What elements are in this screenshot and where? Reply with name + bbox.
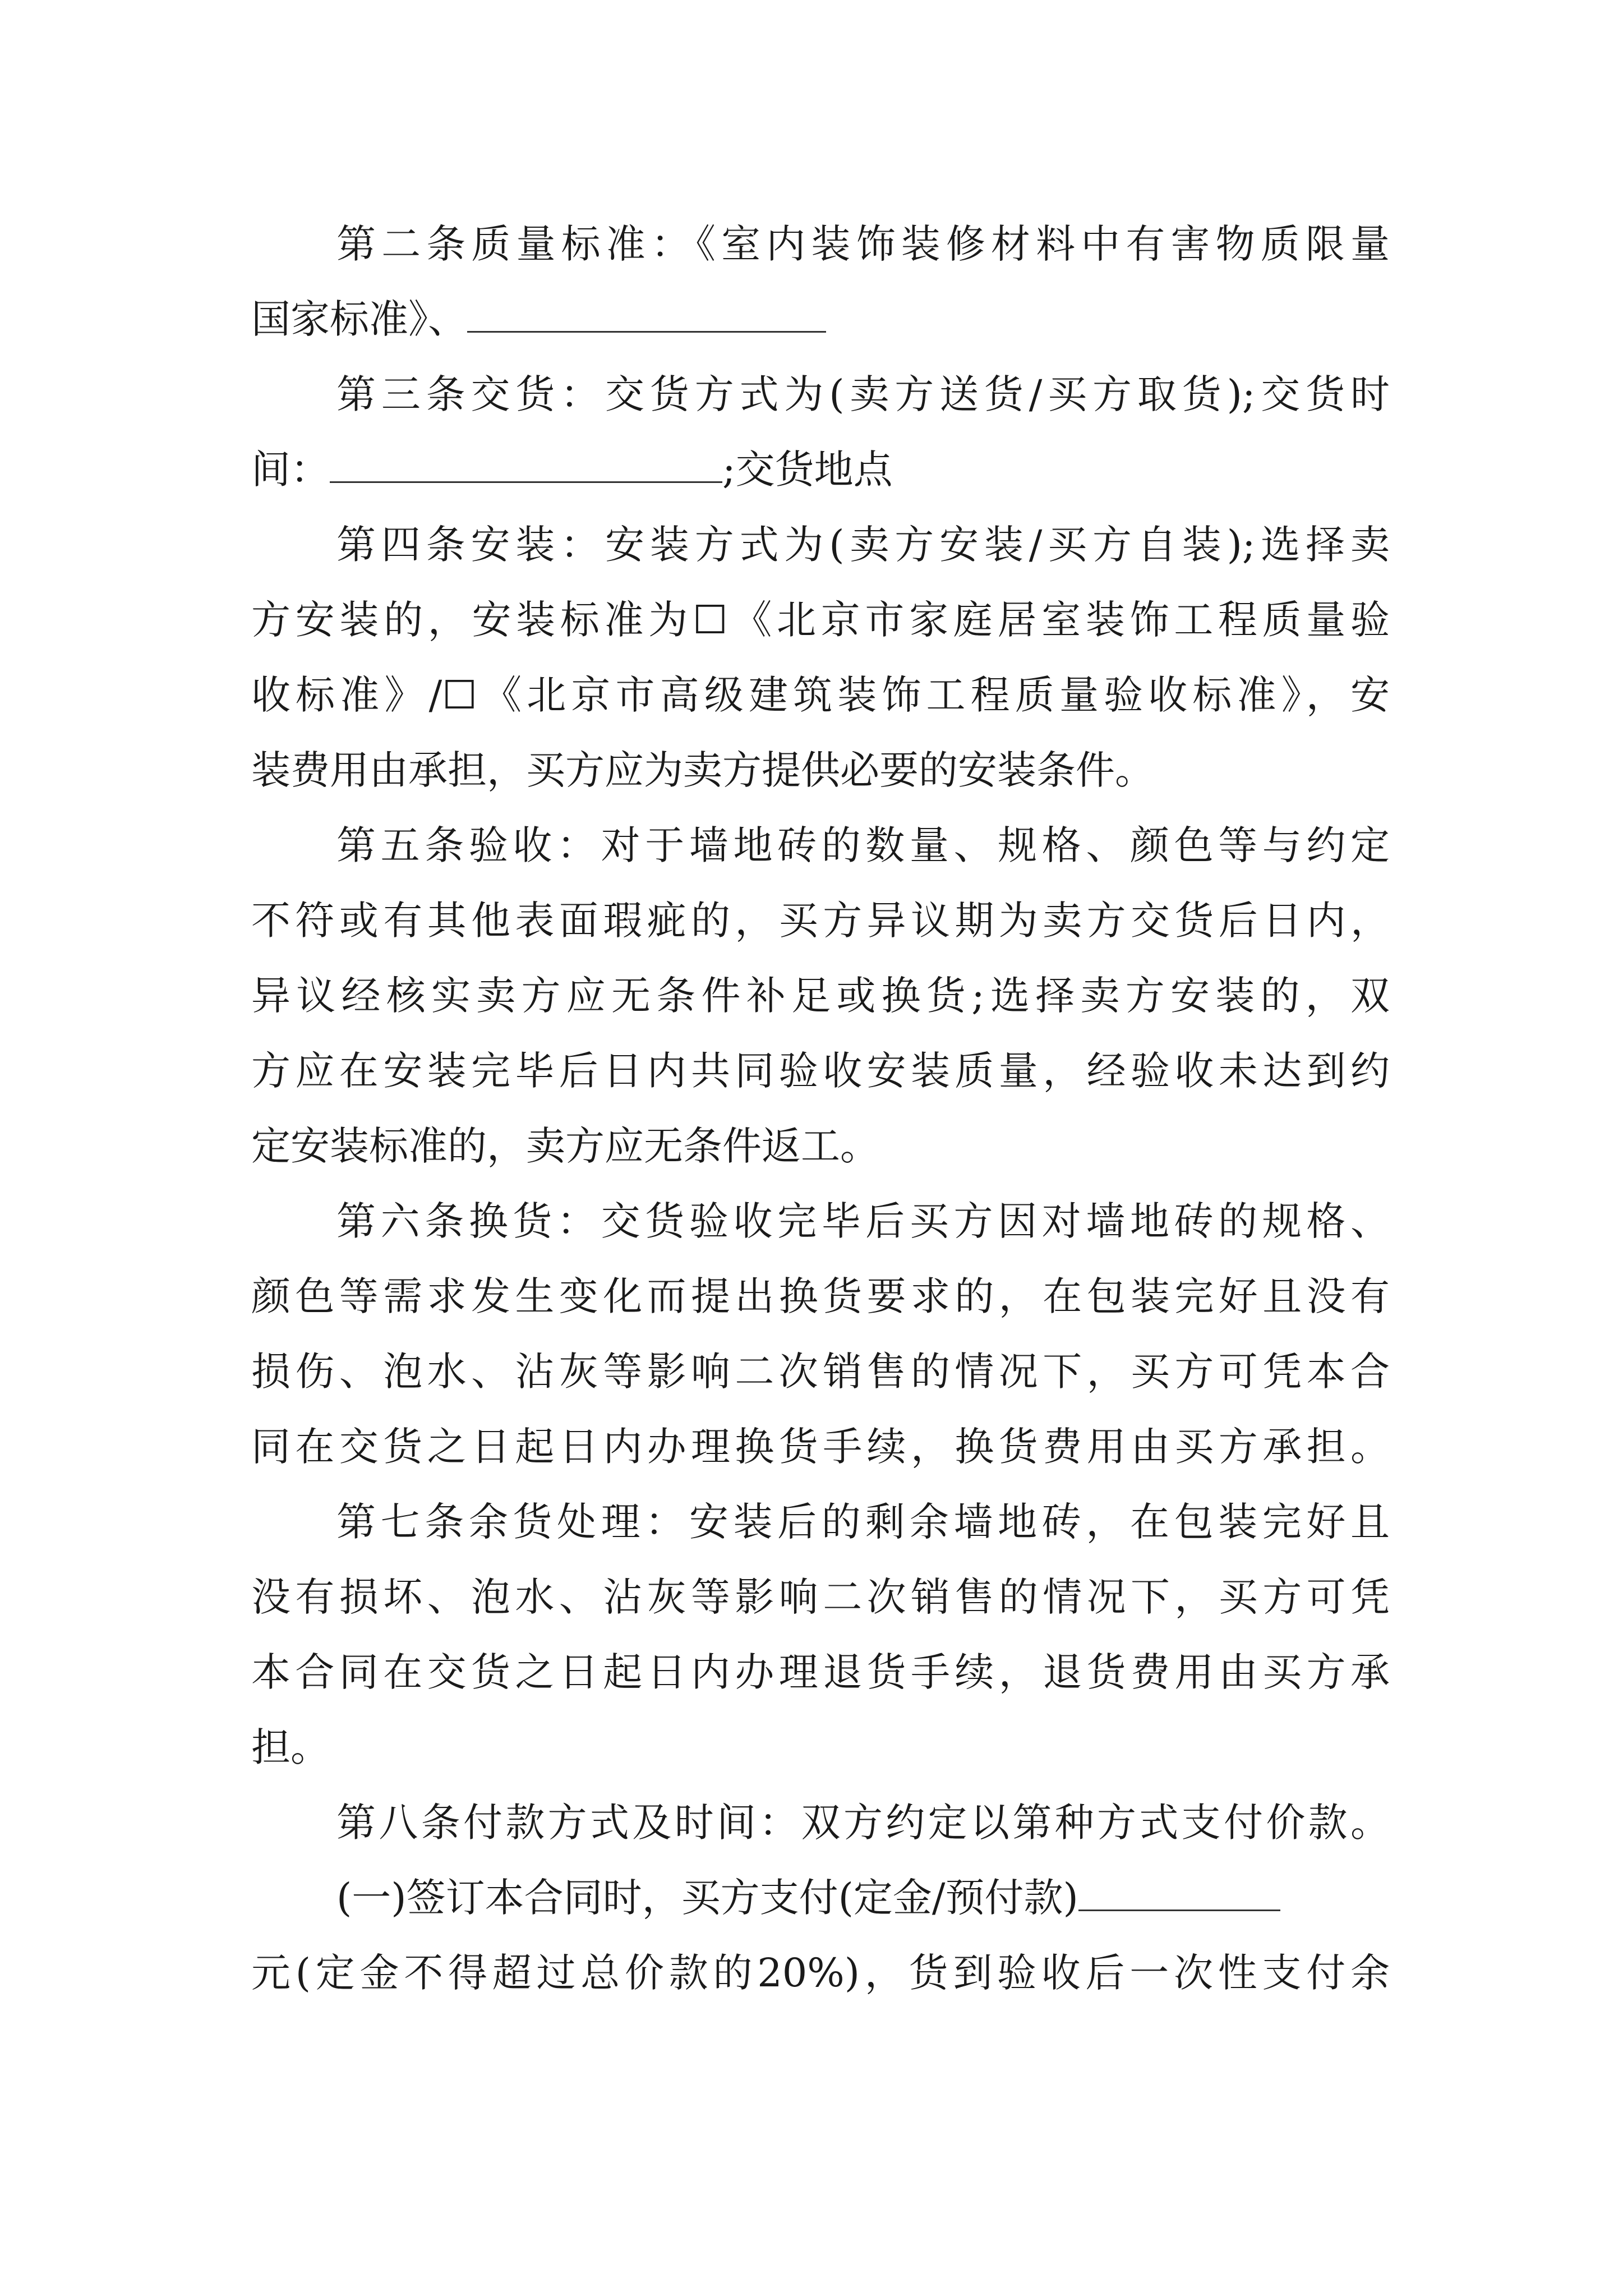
article-7-line-1: 第七条余货处理：安装后的剩余墙地砖，在包装完好且 xyxy=(336,1499,1390,1545)
article-5-line-2: 不符或有其他表面瑕疵的，买方异议期为卖方交货后日内， xyxy=(251,898,1390,944)
article-3-text-a: 间： xyxy=(251,447,330,493)
article-6-line-3: 损伤、泡水、沾灰等影响二次销售的情况下，买方可凭本合 xyxy=(251,1349,1390,1395)
article-4-line-4: 装费用由承担，买方应为卖方提供必要的安装条件。 xyxy=(251,747,1154,793)
article-3-text-b: ;交货地点 xyxy=(722,447,893,493)
article-5-line-1: 第五条验收：对于墙地砖的数量、规格、颜色等与约定 xyxy=(336,822,1390,868)
article-6-line-4: 同在交货之日起日内办理换货手续，换货费用由买方承担。 xyxy=(251,1424,1390,1470)
article-8-clause-1-line-2: 元(定金不得超过总价款的20%)，货到验收后一次性支付余 xyxy=(251,1950,1390,1996)
article-8-clause-1-text: (一)签订本合同时，买方支付(定金/预付款) xyxy=(336,1875,1078,1921)
article-6-line-1: 第六条换货：交货验收完毕后买方因对墙地砖的规格、 xyxy=(336,1198,1390,1244)
article-4-line-1: 第四条安装：安装方式为(卖方安装/买方自装);选择卖 xyxy=(336,522,1390,568)
delivery-time-blank xyxy=(330,442,722,483)
article-5-line-3: 异议经核实卖方应无条件补足或换货;选择卖方安装的，双 xyxy=(251,973,1390,1019)
deposit-amount-blank xyxy=(1078,1870,1280,1911)
article-2-text: 国家标准》、 xyxy=(251,296,467,342)
quality-standard-blank xyxy=(467,292,826,333)
article-5-line-5: 定安装标准的，卖方应无条件返工。 xyxy=(251,1123,879,1169)
article-5-line-4: 方应在安装完毕后日内共同验收安装质量，经验收未达到约 xyxy=(251,1048,1390,1094)
article-2-line-2 xyxy=(251,292,1390,347)
article-4-line-3: 收标准》/☐《北京市高级建筑装饰工程质量验收标准》，安 xyxy=(251,672,1390,718)
article-8-line-1: 第八条付款方式及时间：双方约定以第种方式支付价款。 xyxy=(336,1800,1390,1846)
article-6-line-2: 颜色等需求发生变化而提出换货要求的，在包装完好且没有 xyxy=(251,1273,1390,1319)
article-3-line-1: 第三条交货：交货方式为(卖方送货/买方取货);交货时 xyxy=(336,371,1390,417)
article-3-line-2 xyxy=(251,442,1390,497)
article-4-line-2: 方安装的，安装标准为☐《北京市家庭居室装饰工程质量验 xyxy=(251,597,1390,643)
article-7-line-2: 没有损坏、泡水、沾灰等影响二次销售的情况下，买方可凭 xyxy=(251,1574,1390,1620)
article-7-line-3: 本合同在交货之日起日内办理退货手续，退货费用由买方承 xyxy=(251,1649,1390,1695)
article-2-line-1: 第二条质量标准：《室内装饰装修材料中有害物质限量 xyxy=(336,221,1390,267)
article-8-clause-1-line-1 xyxy=(336,1870,1390,1925)
article-7-line-4: 担。 xyxy=(251,1724,330,1770)
